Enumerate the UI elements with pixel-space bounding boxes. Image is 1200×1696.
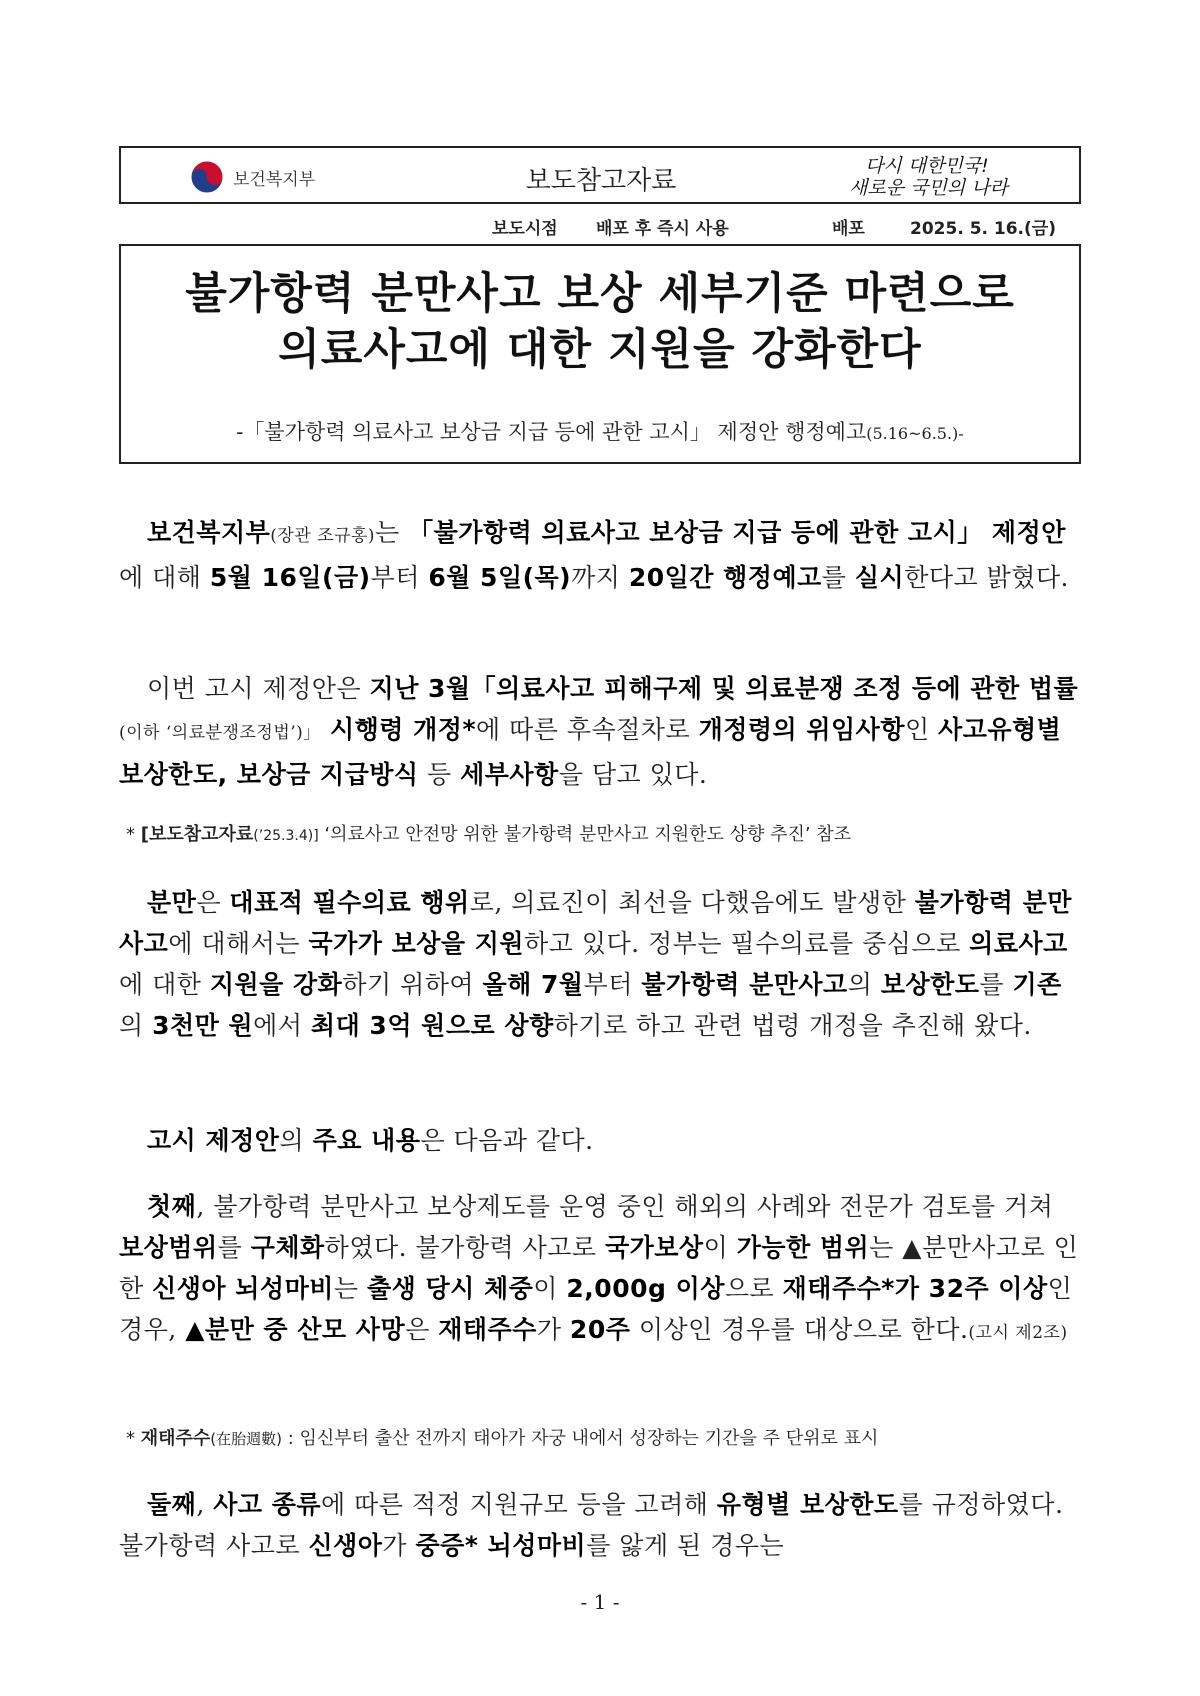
paragraph-4: 고시 제정안의 주요 내용은 다음과 같다.	[147, 1126, 594, 1155]
svg-text:다시 대한민국!: 다시 대한민국!	[865, 155, 989, 177]
slogan-signature	[839, 150, 1069, 200]
subtitle	[121, 416, 1079, 446]
release-time-value: 배포 후 즉시 사용	[596, 219, 729, 239]
title-box	[119, 244, 1081, 464]
release-date-label: 배포	[832, 219, 865, 239]
release-date-value: 2025. 5. 16.(금)	[910, 219, 1056, 239]
paragraph-2: 이번 고시 제정안은 지난 3월「의료사고 피해구제 및 의료분쟁 조정 등에 관한 법률(이하 ‘의료분쟁조정법’)」 시행령 개정*에 따른 후속절차로 개정령의 위임사항인 사고유형별 보상한도, 보상금 지급방식 등 세부사항을 담고 있다.	[119, 674, 1079, 789]
ministry-logo	[189, 156, 369, 198]
paragraph-5: 첫째, 불가항력 분만사고 보상제도를 운영 중인 해외의 사례와 전문가 검토를 거쳐 보상범위를 구체화하였다. 불가항력 사고로 국가보상이 가능한 범위는 ▲분만사고로 인한 신생아 뇌성마비는 출생 당시 체중이 2,000g 이상으로 재태주수*가 32주 이상인 경우, ▲분만 중 산모 사망은 재태주수가 20주 이상인 경우를 대상으로 한다.(고시 제2조)	[119, 1192, 1079, 1344]
release-time-label: 보도시점	[492, 219, 558, 239]
subtitle-text: -「불가항력 의료사고 보상금 지급 등에 관한 고시」 제정안 행정예고	[236, 420, 867, 444]
taegeuk-icon	[189, 159, 225, 195]
page-number: - 1 -	[580, 1590, 620, 1614]
paragraph-1: 보건복지부(장관 조규홍)는 「불가항력 의료사고 보상금 지급 등에 관한 고시」 제정안에 대해 5월 16일(금)부터 6월 5일(목)까지 20일간 행정예고를 실시한다고 밝혔다.	[119, 518, 1069, 592]
headline-line1: 불가항력 분만사고 보상 세부기준 마련으로	[185, 269, 1015, 319]
paragraph-3: 분만은 대표적 필수의료 행위로, 의료진이 최선을 다했음에도 발생한 불가항력 분만사고에 대해서는 국가가 보상을 지원하고 있다. 정부는 필수의료를 중심으로 의료사고에 대한 지원을 강화하기 위하여 올해 7월부터 불가항력 분만사고의 보상한도를 기존의 3천만 원에서 최대 3억 원으로 상향하기로 하고 관련 법령 개정을 추진해 왔다.	[119, 888, 1072, 1040]
footnote-1: * [보도참고자료(’25.3.4)] ‘의료사고 안전망 위한 불가항력 분만사고 지원한도 상향 추진’ 참조	[126, 824, 852, 845]
footnote-2: * 재태주수(在胎週數) : 임신부터 출산 전까지 태아가 자궁 내에서 성장하는 기간을 주 단위로 표시	[126, 1428, 879, 1449]
doc-type: 보도참고자료	[525, 166, 677, 196]
header-box	[119, 146, 1081, 204]
paragraph-6: 둘째, 사고 종류에 따른 적정 지원규모 등을 고려해 유형별 보상한도를 규정하였다. 불가항력 사고로 신생아가 중증* 뇌성마비를 앓게 된 경우는	[119, 1490, 1064, 1560]
headline-line2: 의료사고에 대한 지원을 강화한다	[278, 325, 922, 375]
ministry-name: 보건복지부	[233, 169, 316, 190]
subtitle-period: (5.16~6.5.)-	[866, 424, 964, 443]
svg-text:새로운 국민의 나라: 새로운 국민의 나라	[849, 177, 1008, 199]
